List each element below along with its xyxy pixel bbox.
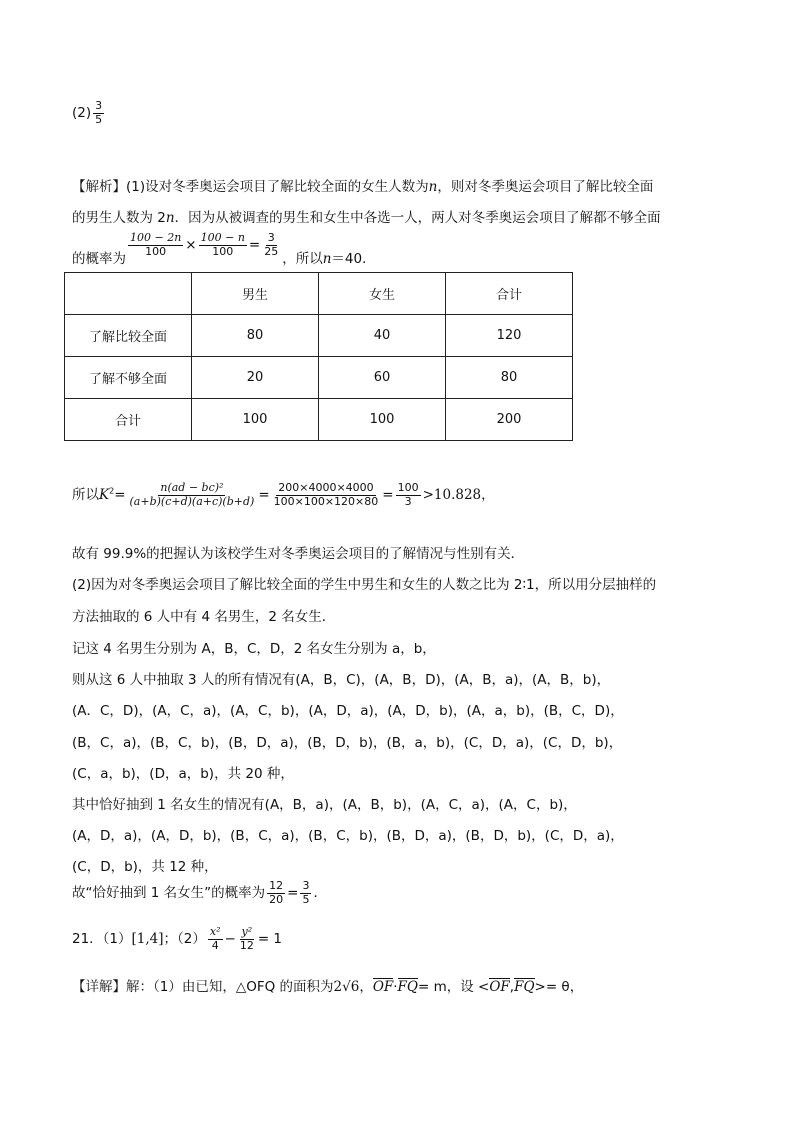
- detail-line: 【详解】解：（1）由已知，△OFQ 的面积为2√6，OF·FQ= m，设 <OF,FQ>= θ，: [72, 979, 584, 995]
- table-cell: 120: [446, 315, 573, 357]
- k2-fraction-1: $\frac{\text{n(ad − bc)²}}{(a+b)(c+d)(a+c)(b+d)}$: [129, 481, 255, 508]
- prob-fraction-2: $\frac{100 - n}{100}$: [200, 231, 245, 258]
- prob-fraction-3: $\frac{3}{25}$: [264, 231, 279, 258]
- part2-line: (C，D，b)，共 12 种，: [72, 859, 218, 875]
- part2-line: (2)因为对冬季奥运会项目了解比较全面的学生中男生和女生的人数之比为 2∶1，所以用分层抽样的: [72, 577, 657, 593]
- part2-probability: 故“恰好抽到 1 名女生”的概率为 $\frac{12}{20}$ = $\frac{3}{5}$ ．: [72, 879, 327, 906]
- table-cell: 100: [319, 399, 446, 441]
- table-row: [65, 315, 573, 357]
- part2-line: 其中恰好抽到 1 名女生的情况有(A，B，a)，(A，B，b)，(A，C，a)，(A，C，b)，: [72, 797, 577, 813]
- part2-line: 方法抽取的 6 人中有 4 名男生，2 名女生．: [72, 609, 336, 625]
- table-row: [65, 273, 573, 315]
- table-cell: 80: [446, 357, 573, 399]
- contingency-table: [64, 272, 573, 441]
- table-cell: 60: [319, 357, 446, 399]
- table-cell: 合计: [65, 399, 192, 441]
- analysis-line-2: 的男生人数为 2n．因为从被调查的男生和女生中各选一人，两人对冬季奥运会项目了解都不够全面: [72, 210, 661, 226]
- vector-of: OF: [372, 979, 394, 995]
- table-row: [65, 399, 573, 441]
- conclusion: 故有 99.9%的把握认为该校学生对冬季奥运会项目的了解情况与性别有关．: [72, 546, 525, 562]
- part2-answer-fraction: $\frac{3}{5}$: [95, 99, 103, 126]
- part2-answer-label: (2): [72, 105, 92, 122]
- analysis-line-1: 【解析】(1)设对冬季奥运会项目了解比较全面的女生人数为n，则对冬季奥运会项目了解比较全面: [72, 179, 654, 195]
- k2-formula: 所以$K^2=$ $\frac{\text{n(ad − bc)²}}{(a+b)(c+d)(a+c)(b+d)}$ = $\frac{200\times 4000\times 4000}{100\times 100\times 120\times 80}$ = $\frac{100}{3}$ >10.828，: [72, 481, 495, 508]
- k2-fraction-3: $\frac{100}{3}$: [397, 481, 419, 508]
- part2-line: (A．C，D)，(A，C，a)，(A，C，b)，(A，D，a)，(A，D，b)，(A，a，b)，(B，C，D)，: [72, 703, 624, 719]
- table-cell: 200: [446, 399, 573, 441]
- part2-line: 记这 4 名男生分别为 A，B，C，D，2 名女生分别为 a，b，: [72, 641, 436, 657]
- q21-fraction-y: $\frac{\text{y²}}{12}$: [239, 925, 254, 952]
- table-header-cell: 女生: [319, 273, 446, 315]
- part2-line: 则从这 6 人中抽取 3 人的所有情况有(A，B，C)，(A，B，D)，(A，B，a)，(A，B，b)，: [72, 672, 611, 688]
- table-header-cell: 男生: [192, 273, 319, 315]
- prob-fraction: $\frac{3}{5}$: [302, 879, 310, 906]
- table-cell: 20: [192, 357, 319, 399]
- vector-fq: FQ: [514, 979, 535, 995]
- prob-fraction-1: $\frac{100 - 2n}{100}$: [130, 231, 182, 258]
- table-row: [65, 357, 573, 399]
- table-cell: 了解不够全面: [65, 357, 192, 399]
- part2-line: (B，C，a)，(B，C，b)，(B，D，a)，(B，D，b)，(B，a，b)，(C，D，a)，(C，D，b)，: [72, 735, 623, 751]
- vector-of: OF: [489, 979, 510, 995]
- table-cell: 100: [192, 399, 319, 441]
- vector-fq: FQ: [397, 979, 418, 995]
- part2-answer: [72, 100, 106, 126]
- table-cell: 了解比较全面: [65, 315, 192, 357]
- q21-fraction-x: $\frac{\text{x²}}{4}$: [209, 925, 221, 952]
- table-cell: 40: [319, 315, 446, 357]
- q21-answer: 21．（1）[1,4]；（2） $\frac{\text{x²}}{4}$ − $\frac{\text{y²}}{12}$ = 1: [72, 925, 283, 952]
- table-cell: [65, 273, 192, 315]
- part2-line: (C，a，b)，(D，a，b)，共 20 种，: [72, 766, 294, 782]
- detail-tag: 【详解】: [72, 979, 126, 995]
- analysis-tag: 【解析】: [72, 179, 126, 195]
- k2-fraction-2: $\frac{200\times 4000\times 4000}{100\times 100\times 120\times 80}$: [273, 481, 379, 508]
- table-cell: 80: [192, 315, 319, 357]
- analysis-line-3: 的概率为 $\frac{100 - 2n}{100}$ × $\frac{100 - n}{100}$ = $\frac{3}{25}$ ，所以n＝40．: [72, 231, 376, 268]
- prob-fraction: $\frac{12}{20}$: [269, 879, 284, 906]
- part2-line: (A，D，a)，(A，D，b)，(B，C，a)，(B，C，b)，(B，D，a)，(B，D，b)，(C，D，a)，: [72, 828, 624, 844]
- table-header-cell: 合计: [446, 273, 573, 315]
